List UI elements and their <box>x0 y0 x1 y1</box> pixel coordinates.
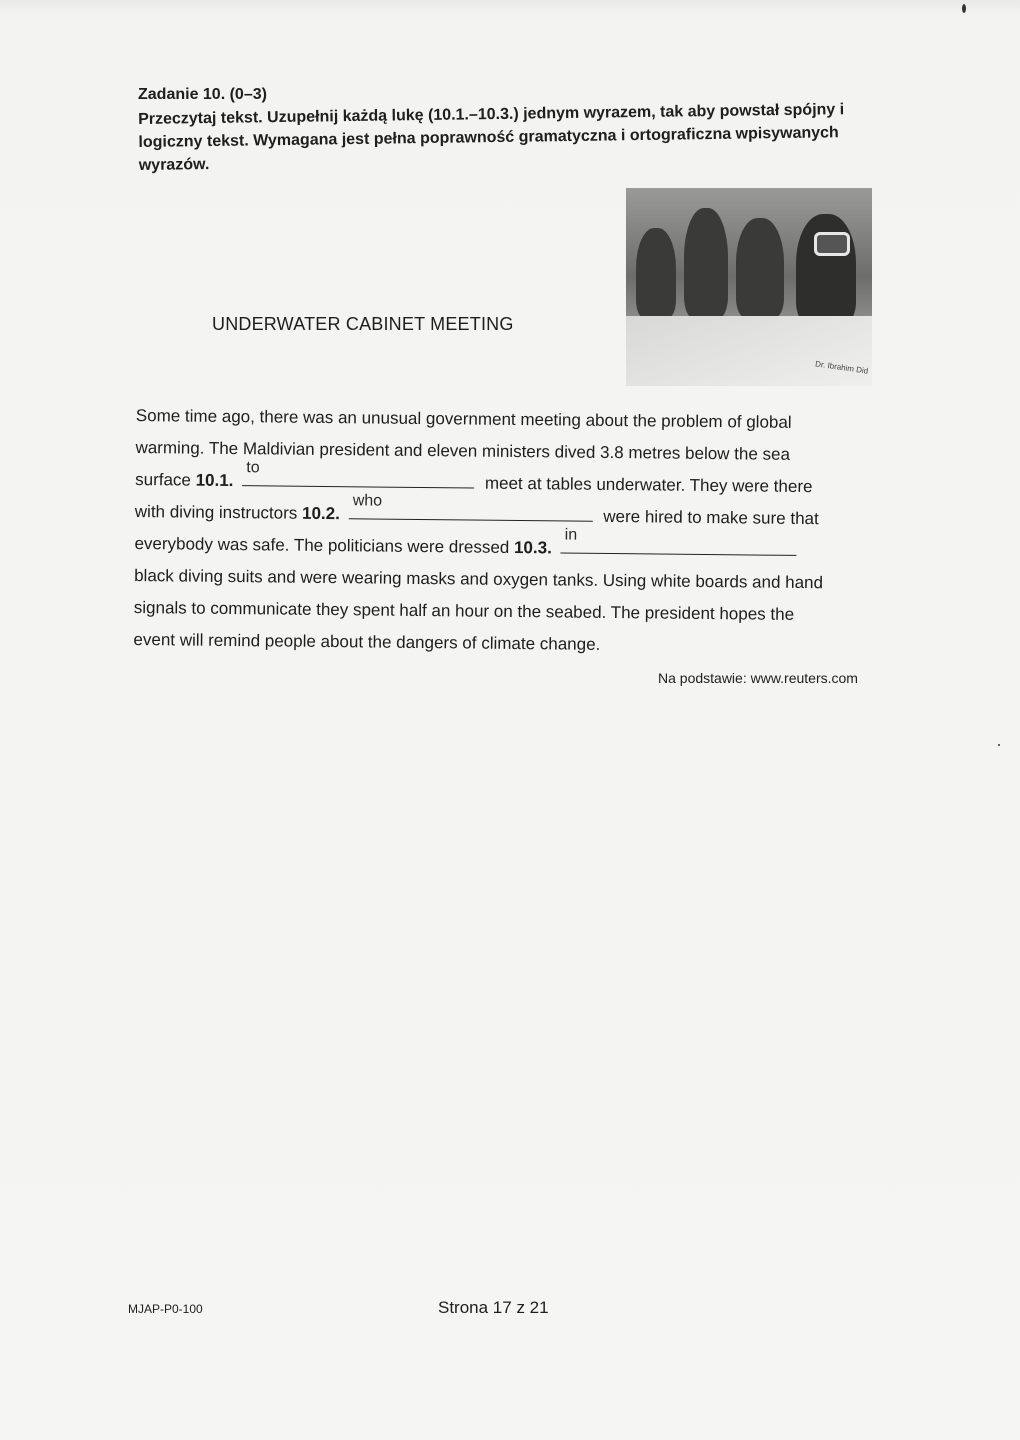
article-line: black diving suits and were wearing masks and oxygen tanks. Using white boards and hand <box>134 565 824 593</box>
nameplate: Dr. Ibrahim Did <box>814 359 869 376</box>
article-line: event will remind people about the dangers of climate change. <box>133 629 601 654</box>
article-title: UNDERWATER CABINET MEETING <box>212 314 514 334</box>
gap-10-3-field[interactable] <box>561 526 797 555</box>
exam-code: MJAP-P0-100 <box>128 1302 203 1316</box>
article-line: warming. The Maldivian president and eleven ministers dived 3.8 metres below the sea <box>135 437 791 464</box>
diver-figure <box>684 208 728 318</box>
page-number: Strona 17 z 21 <box>438 1298 549 1317</box>
gap-label: 10.2. <box>301 503 340 524</box>
gap-answer: who <box>352 492 383 510</box>
scan-speck <box>962 4 966 13</box>
gap-answer: to <box>246 459 260 477</box>
article-line: with diving instructors 10.2. who were hired to make sure that <box>135 496 855 536</box>
meeting-photo <box>626 188 872 386</box>
article-line: everybody was safe. The politicians were dressed 10.3. in <box>134 528 854 568</box>
task-title: Zadanie 10. (0–3) <box>138 86 267 103</box>
diver-figure <box>796 214 856 324</box>
diver-figure <box>736 218 784 318</box>
gap-answer: in <box>564 526 578 544</box>
diver-figure <box>636 228 676 318</box>
article-line: surface 10.1. to meet at tables underwater. They were there <box>135 464 855 504</box>
gap-label: 10.1. <box>195 470 234 491</box>
scan-speck <box>998 744 1000 746</box>
article-line: signals to communicate they spent half an hour on the seabed. The president hopes the <box>133 597 795 624</box>
task-instruction: Przeczytaj tekst. Uzupełnij każdą lukę (10.1.–10.3.) jednym wyrazem, tak aby powstał spójny i logiczny tekst. Wymagana jest pełna poprawność gramatyczna i ortograficzna wpisywanych wyrazów. <box>138 101 845 174</box>
gap-label: 10.3. <box>513 537 552 558</box>
underwater-table <box>626 316 872 386</box>
gap-10-2-field[interactable] <box>349 492 593 522</box>
article-line: Some time ago, there was an unusual government meeting about the problem of global <box>135 405 792 432</box>
article-body <box>133 400 856 664</box>
source-note: Na podstawie: www.reuters.com <box>658 670 858 686</box>
diving-mask <box>814 232 850 256</box>
